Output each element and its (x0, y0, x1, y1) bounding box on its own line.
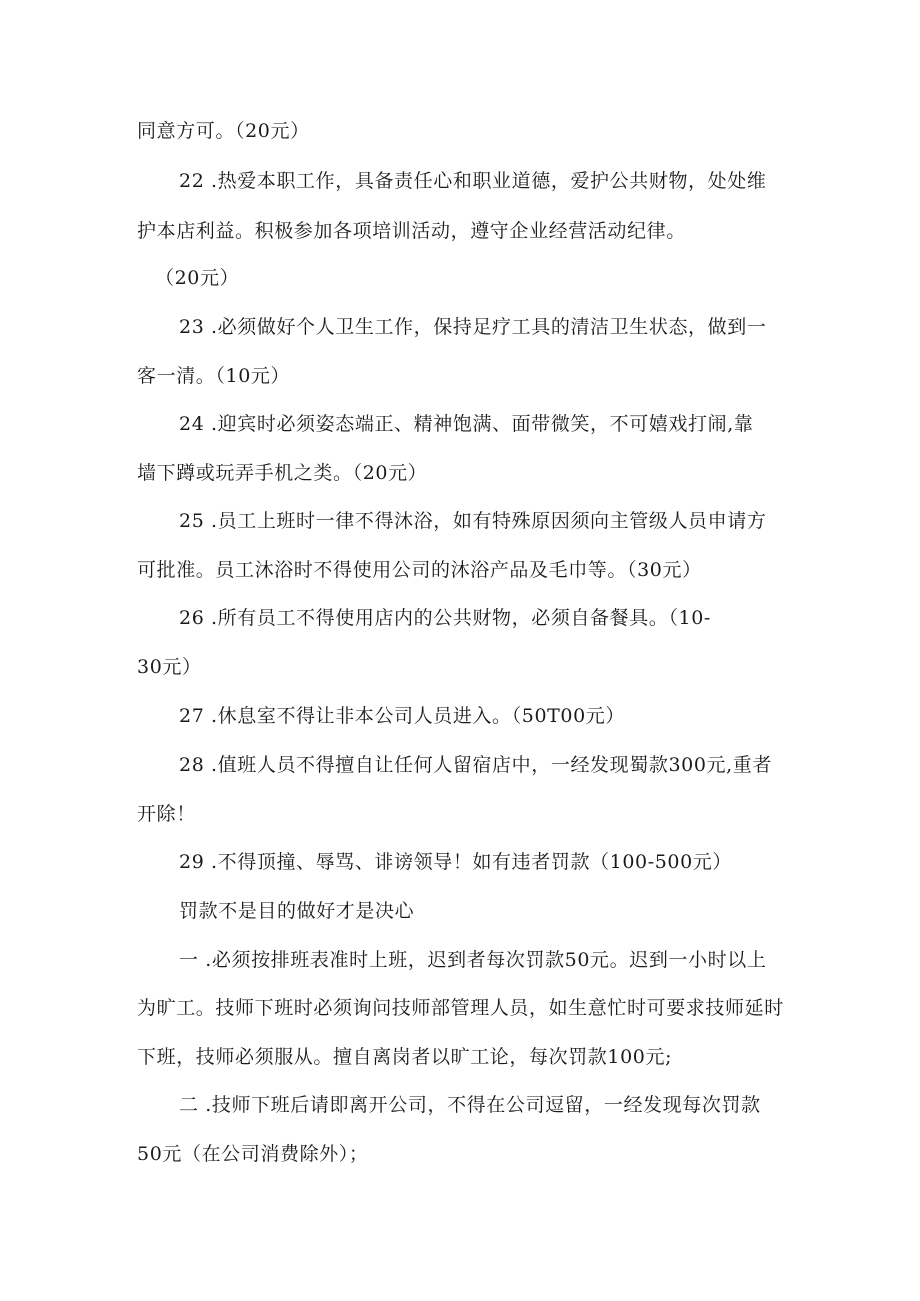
item-1-line-2: 为旷工。技师下班时必须询问技师部管理人员，如生意忙时可要求技师延时 (137, 997, 784, 1019)
item-2-line-1: 二 .技师下班后请即离开公司，不得在公司逗留，一经发现每次罚款 (179, 1094, 761, 1116)
rule-26-line-2: 30元） (137, 656, 202, 678)
rule-23-line-1: 23 .必须做好个人卫生工作，保持足疗工具的清洁卫生状态，做到一 (179, 316, 767, 338)
rule-22-line-3: （20元） (155, 267, 240, 289)
text-line: 同意方可。（20元） (137, 120, 310, 142)
rule-22-line-2: 护本店利益。积极参加各项培训活动，遵守企业经营活动纪律。 (137, 220, 686, 242)
rule-23-line-2: 客一清。（10元） (137, 365, 291, 387)
rule-27-line: 27 .休息室不得让非本公司人员进入。（50T00元） (179, 705, 625, 727)
item-2-line-2: 50元（在公司消费除外）； (137, 1143, 369, 1165)
rule-29-line: 29 .不得顶撞、辱骂、诽谤领导！如有违者罚款（100-500元） (179, 851, 733, 873)
rule-24-line-2: 墙下蹲或玩弄手机之类。（20元） (137, 462, 428, 484)
rule-24-line-1: 24 .迎宾时必须姿态端正、精神饱满、面带微笑，不可嬉戏打闹,靠 (179, 413, 754, 435)
rule-26-line-1: 26 .所有员工不得使用店内的公共财物，必须自备餐具。（10- (179, 607, 711, 629)
rule-25-line-2: 可批准。员工沐浴时不得使用公司的沐浴产品及毛巾等。（30元） (137, 559, 702, 581)
section-heading: 罚款不是目的做好才是决心 (179, 900, 415, 922)
rule-22-line-1: 22 .热爱本职工作，具备责任心和职业道德，爱护公共财物，处处维 (179, 170, 767, 192)
rule-28-line-1: 28 .值班人员不得擅自让任何人留宿店中，一经发现蜀款300元,重者 (179, 754, 772, 776)
rule-28-line-2: 开除！ (137, 803, 196, 825)
item-1-line-3: 下班，技师必须服从。擅自离岗者以旷工论，每次罚款100元; (137, 1046, 673, 1068)
item-1-line-1: 一 .必须按排班表准时上班，迟到者每次罚款50元。迟到一小时以上 (179, 949, 767, 971)
rule-25-line-1: 25 .员工上班时一律不得沐浴，如有特殊原因须向主管级人员申请方 (179, 510, 767, 532)
